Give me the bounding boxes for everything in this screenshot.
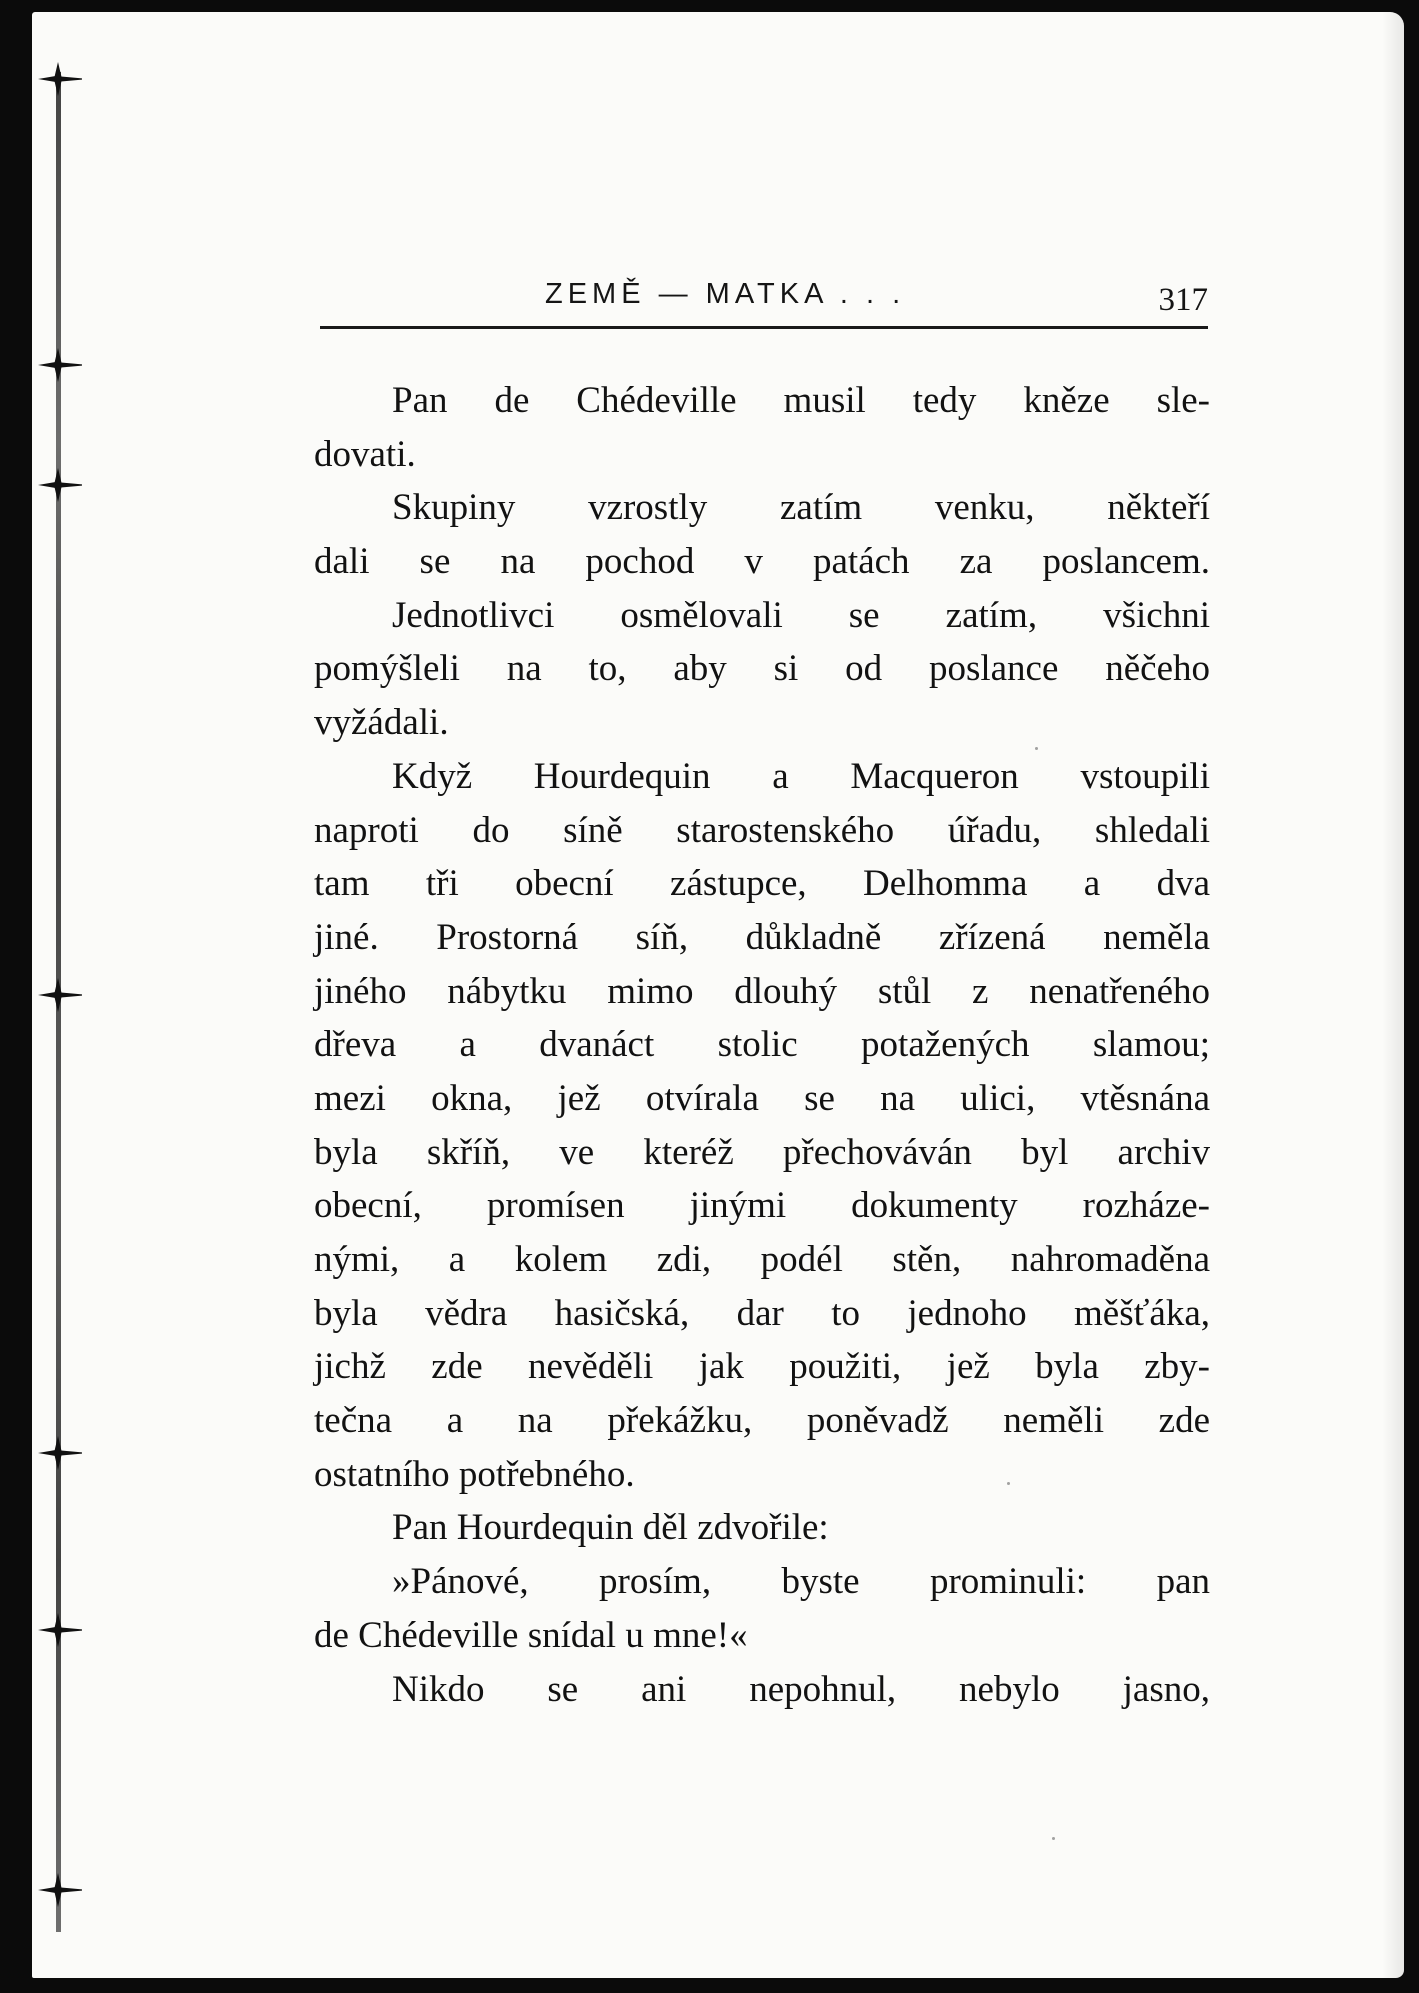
text-line: byla vědra hasičská, dar to jednoho měšťáka, <box>314 1292 1210 1334</box>
text-line: jichž zde nevěděli jak použiti, jež byla zby- <box>314 1346 1210 1388</box>
text-line: jiné. Prostorná síň, důkladně zřízená neměla <box>314 916 1210 958</box>
running-title: ZEMĚ — MATKA . . . <box>545 278 906 310</box>
text-line: dovati. <box>314 433 416 475</box>
text-line: obecní, promísen jinými dokumenty rozháze- <box>314 1185 1210 1227</box>
text-line: Když Hourdequin a Macqueron vstoupili <box>392 755 1210 797</box>
page-header <box>320 274 1208 329</box>
text-line: vyžádali. <box>314 702 449 744</box>
text-line: mezi okna, jež otvírala se na ulici, vtěsnána <box>314 1077 1210 1119</box>
stitch-mark <box>38 1627 82 1633</box>
text-line: Skupiny vzrostly zatím venku, někteří <box>392 487 1210 529</box>
stitch-mark <box>38 992 82 998</box>
text-line: »Pánové, prosím, byste prominuli: pan <box>392 1561 1210 1603</box>
text-line: nými, a kolem zdi, podél stěn, nahromaděna <box>314 1239 1210 1280</box>
text-line: naproti do síně starostenského úřadu, shledali <box>314 809 1210 851</box>
text-line: dali se na pochod v patách za poslancem. <box>314 541 1210 583</box>
text-line: Nikdo se ani nepohnul, nebylo jasno, <box>392 1668 1210 1710</box>
text-line: tam tři obecní zástupce, Delhomma a dva <box>314 863 1210 905</box>
text-line: dřeva a dvanáct stolic potažených slamou; <box>314 1024 1210 1066</box>
text-line: Jednotlivci osmělovali se zatím, všichni <box>392 594 1210 636</box>
text-line: tečna a na překážku, poněvadž neměli zde <box>314 1400 1210 1442</box>
stitch-mark <box>38 362 82 368</box>
text-line: de Chédeville snídal u mne!« <box>314 1614 748 1656</box>
text-line: jiného nábytku mimo dlouhý stůl z nenatřeného <box>314 970 1210 1012</box>
text-line: Pan Hourdequin děl zdvořile: <box>392 1507 829 1549</box>
paper-speck <box>1052 1837 1055 1840</box>
book-page <box>32 12 1404 1978</box>
stitch-mark <box>38 482 82 488</box>
stitch-mark <box>38 1450 82 1456</box>
stitch-mark <box>38 76 82 82</box>
stitch-mark <box>38 1887 82 1893</box>
text-line: byla skříň, ve kteréž přechováván byl archiv <box>314 1131 1210 1173</box>
text-line: pomýšleli na to, aby si od poslance něčeho <box>314 648 1210 690</box>
body-text <box>314 374 1210 1716</box>
text-line: ostatního potřebného. <box>314 1453 635 1495</box>
text-line: Pan de Chédeville musil tedy kněze sle- <box>392 380 1210 421</box>
page-edge-shadow <box>1382 12 1404 1978</box>
page-binding <box>32 12 112 1978</box>
page-number: 317 <box>1158 282 1208 318</box>
